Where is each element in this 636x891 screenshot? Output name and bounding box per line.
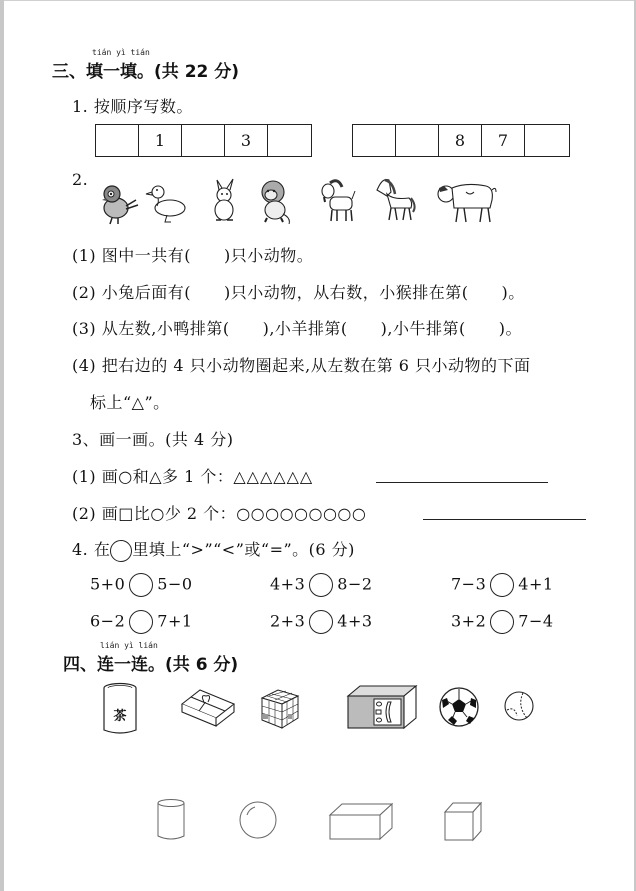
seq2-cell-5[interactable] [525, 125, 567, 156]
q4-label [72, 537, 355, 562]
monkey-icon [253, 178, 297, 224]
section4-score: 。(共 6 分) [148, 655, 239, 675]
compare-circle[interactable] [309, 610, 333, 634]
seq2-cell-1[interactable] [353, 125, 396, 156]
sequence-row-2 [352, 124, 570, 157]
section4-number: 四、 [63, 655, 97, 675]
q2-sub3: (3) 从左数,小鸭排第( ),小羊排第( ),小牛排第( )。 [72, 319, 522, 338]
q3-label: 3、画一画。(共 4 分) [72, 430, 234, 449]
q2-sub4-line1: (4) 把右边的 4 只小动物圈起来,从左数在第 6 只小动物的下面 [72, 356, 531, 375]
seq1-cell-2: 1 [139, 125, 182, 156]
rabbit-icon [203, 178, 247, 224]
baseball-icon[interactable] [503, 690, 535, 722]
q1-label: 1. 按顺序写数。 [72, 97, 193, 116]
seq1-cell-4: 3 [225, 125, 268, 156]
q4-label-prefix: 4. 在 [72, 540, 111, 559]
q3-sub2-answer-line[interactable] [423, 519, 586, 520]
gift-box-icon[interactable] [178, 686, 238, 728]
compare-left: 2+3 [270, 611, 306, 631]
compare-item-5 [270, 610, 373, 634]
sphere-shape-icon[interactable] [238, 800, 278, 840]
cylinder-shape-icon[interactable] [156, 798, 186, 842]
compare-item-2 [270, 573, 373, 597]
section3-heading [52, 57, 239, 82]
q3-sub2 [72, 501, 366, 524]
page-border-top [0, 0, 636, 1]
q4-label-suffix: 里填上“>”“<”或“=”。(6 分) [132, 540, 355, 559]
section4-pinyin: lián yì lián [100, 641, 158, 650]
goat-icon [316, 177, 360, 223]
cow-icon [436, 178, 498, 224]
seq2-cell-3: 8 [439, 125, 482, 156]
cube-shape-icon[interactable] [443, 800, 483, 842]
section3-title: 填一填 [86, 62, 137, 82]
q3-sub2-text: (2) 画□比○少 2 个： [72, 504, 237, 523]
seq1-cell-3[interactable] [182, 125, 225, 156]
seq1-cell-5[interactable] [268, 125, 310, 156]
compare-left: 5+0 [90, 574, 126, 594]
compare-item-3 [451, 573, 554, 597]
horse-icon [373, 176, 417, 222]
section4-heading [63, 650, 238, 675]
cuboid-shape-icon[interactable] [328, 801, 394, 841]
compare-right: 4+1 [518, 574, 554, 594]
tea-can-icon[interactable] [102, 682, 138, 736]
compare-left: 3+2 [451, 611, 487, 631]
compare-left: 7−3 [451, 574, 487, 594]
seq2-cell-4: 7 [482, 125, 525, 156]
tea-label: 茶 [113, 709, 127, 724]
circles-row: ○○○○○○○○○ [236, 504, 367, 523]
q2-sub1: (1) 图中一共有( )只小动物。 [72, 246, 314, 265]
triangles-row: △△△△△△ [233, 467, 314, 486]
circle-icon [110, 540, 132, 562]
compare-right: 8−2 [337, 574, 373, 594]
q2-sub2: (2) 小兔后面有( )只小动物，从右数，小猴排在第( )。 [72, 283, 525, 302]
q2-sub4-line2: 标上“△”。 [90, 393, 170, 412]
compare-item-1 [90, 573, 193, 597]
compare-right: 4+3 [337, 611, 373, 631]
rubiks-cube-icon[interactable] [258, 686, 302, 730]
section4-title: 连一连 [97, 655, 148, 675]
section3-number: 三、 [52, 62, 86, 82]
compare-right: 5−0 [157, 574, 193, 594]
duck-icon [145, 180, 189, 226]
microwave-icon[interactable] [346, 684, 418, 730]
compare-circle[interactable] [129, 573, 153, 597]
q3-sub1 [72, 464, 313, 487]
q3-sub1-text: (1) 画○和△多 1 个： [72, 467, 234, 486]
section3-score: 。(共 22 分) [137, 62, 240, 82]
sequence-row-1 [95, 124, 312, 157]
compare-circle[interactable] [490, 573, 514, 597]
page-border-left [0, 0, 4, 891]
compare-right: 7−4 [518, 611, 554, 631]
compare-item-6 [451, 610, 554, 634]
seq1-cell-1[interactable] [96, 125, 139, 156]
compare-circle[interactable] [129, 610, 153, 634]
q3-sub1-answer-line[interactable] [376, 482, 548, 483]
compare-item-4 [90, 610, 193, 634]
compare-circle[interactable] [490, 610, 514, 634]
compare-right: 7+1 [157, 611, 193, 631]
bird-icon [96, 180, 140, 226]
compare-left: 4+3 [270, 574, 306, 594]
compare-left: 6−2 [90, 611, 126, 631]
soccer-ball-icon[interactable] [438, 686, 480, 728]
compare-circle[interactable] [309, 573, 333, 597]
q2-label: 2. [72, 170, 89, 189]
seq2-cell-2[interactable] [396, 125, 439, 156]
section3-pinyin: tián yì tián [92, 48, 150, 57]
